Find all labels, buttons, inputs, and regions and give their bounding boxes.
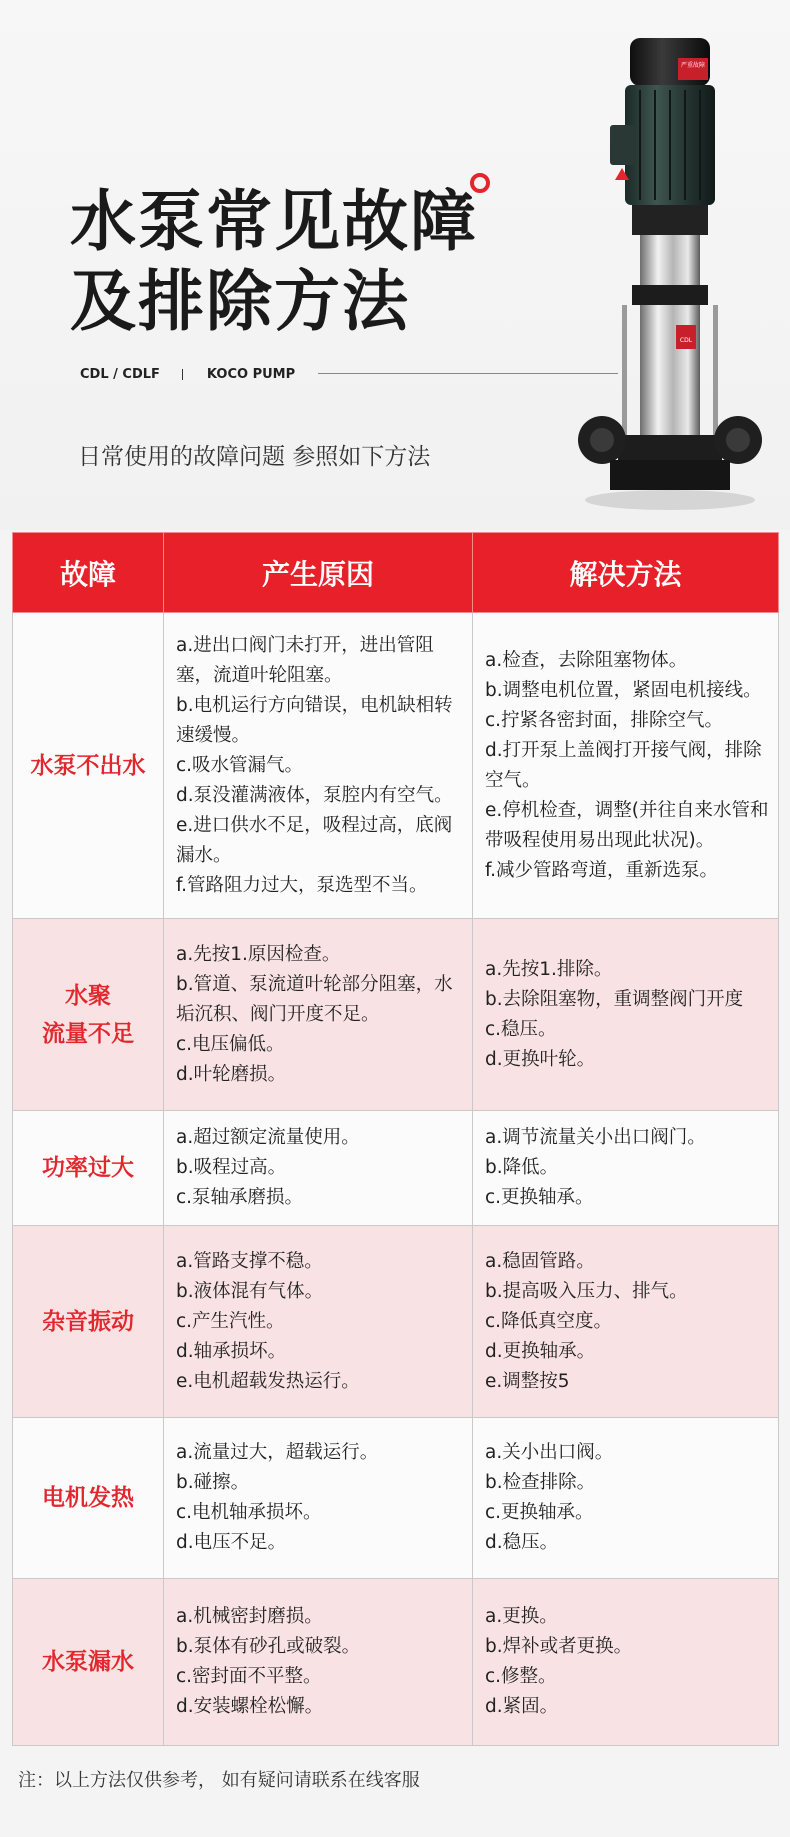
fault-table [12,532,779,1746]
cause-item: b.泵体有砂孔或破裂。 [176,1636,361,1657]
solution-item: d.稳压。 [485,1532,559,1553]
header-fault: 故障 [13,533,164,613]
cause-item: a.管路支撑不稳。 [176,1250,323,1272]
table-row [13,1579,779,1746]
solution-item: a.调节流量关小出口阀门。 [485,1127,706,1148]
subtitle: 日常使用的故障问题 参照如下方法 [78,444,431,470]
title-circle-icon [470,173,490,193]
brand-label: KOCO PUMP [206,366,296,382]
cause-item: b.电机运行方向错误，电机缺相转速缓慢。 [176,694,453,746]
fault-name: 功率过大 [13,1111,164,1226]
cause-item: c.电压偏低。 [176,1033,285,1055]
cause-cell [164,919,473,1111]
solution-cell [473,1111,779,1226]
solution-item: c.更换轴承。 [485,1187,594,1208]
table-row [13,613,779,919]
cause-item: a.流量过大，超载运行。 [176,1442,379,1463]
solution-item: c.拧紧各密封面，排除空气。 [485,709,724,731]
fault-name: 水聚 流量不足 [13,919,164,1111]
solution-cell [473,1226,779,1418]
fault-name: 水泵不出水 [13,613,164,919]
solution-item: d.更换轴承。 [485,1340,596,1362]
cause-cell [164,1579,473,1746]
cause-item: e.电机超载发热运行。 [176,1370,360,1392]
cause-item: c.产生汽性。 [176,1310,285,1332]
solution-item: a.先按1.排除。 [485,958,613,980]
solution-item: a.更换。 [485,1606,558,1627]
cause-item: d.电压不足。 [176,1532,287,1553]
solution-item: b.检查排除。 [485,1472,596,1493]
header-solution: 解决方法 [473,533,779,613]
solution-item: b.降低。 [485,1157,559,1178]
cause-item: e.进口供水不足，吸程过高，底阀漏水。 [176,814,453,866]
page-title-line2: 及排除方法 [70,263,410,340]
solution-item: b.调整电机位置，紧固电机接线。 [485,679,762,701]
footer-note: 注：以上方法仅供参考， 如有疑问请联系在线客服 [18,1770,420,1791]
brand-line [80,364,295,384]
solution-item: e.调整按5 [485,1370,570,1392]
cause-cell [164,1226,473,1418]
solution-cell [473,613,779,919]
solution-item: d.打开泵上盖阀打开接气阀，排除空气。 [485,739,762,791]
cause-cell [164,613,473,919]
solution-cell [473,1418,779,1579]
solution-item: a.稳固管路。 [485,1250,595,1272]
cause-item: c.密封面不平整。 [176,1666,322,1687]
solution-item: e.停机检查，调整(并往自来水管和带吸程使用易出现此状况)。 [485,799,769,851]
header-cause: 产生原因 [164,533,473,613]
cause-item: d.泵没灌满液体，泵腔内有空气。 [176,784,453,806]
cause-item: c.泵轴承磨损。 [176,1187,304,1208]
fault-name: 杂音振动 [13,1226,164,1418]
solution-item: d.紧固。 [485,1696,559,1717]
solution-item: b.提高吸入压力、排气。 [485,1280,688,1302]
table-header-row [13,533,779,613]
cause-item: f.管路阻力过大，泵选型不当。 [176,874,428,896]
solution-cell [473,1579,779,1746]
cause-cell [164,1111,473,1226]
solution-item: a.关小出口阀。 [485,1442,614,1463]
cause-item: b.液体混有气体。 [176,1280,324,1302]
solution-item: c.稳压。 [485,1018,557,1040]
fault-name: 电机发热 [13,1418,164,1579]
solution-item: b.焊补或者更换。 [485,1636,633,1657]
solution-item: d.更换叶轮。 [485,1048,596,1070]
cause-item: a.超过额定流量使用。 [176,1127,360,1148]
pump-label-top: 严重故障 [680,62,706,69]
table-row [13,1111,779,1226]
cause-item: a.进出口阀门未打开，进出管阻塞，流道叶轮阻塞。 [176,634,434,686]
cause-item: d.轴承损坏。 [176,1340,287,1362]
solution-item: c.修整。 [485,1666,557,1687]
cause-cell [164,1418,473,1579]
solution-item: c.降低真空度。 [485,1310,613,1332]
page-title-line1: 水泵常见故障 [70,183,478,260]
fault-name: 水泵漏水 [13,1579,164,1746]
solution-cell [473,919,779,1111]
hero-section [0,0,790,530]
pump-label-model: CDL [679,337,693,344]
solution-item: f.减少管路弯道，重新选泵。 [485,859,719,881]
solution-item: b.去除阻塞物，重调整阀门开度 [485,988,744,1010]
cause-item: b.管道、泵流道叶轮部分阻塞，水垢沉积、阀门开度不足。 [176,973,453,1025]
cause-item: d.叶轮磨损。 [176,1063,287,1085]
solution-item: c.更换轴承。 [485,1502,594,1523]
table-row [13,1418,779,1579]
cause-item: a.先按1.原因检查。 [176,943,341,965]
pump-product-image [570,30,770,525]
cause-item: b.碰擦。 [176,1472,250,1493]
cause-item: c.吸水管漏气。 [176,754,304,776]
solution-item: a.检查，去除阻塞物体。 [485,649,688,671]
table-row [13,1226,779,1418]
cause-item: c.电机轴承损坏。 [176,1502,322,1523]
cause-item: b.吸程过高。 [176,1157,287,1178]
model-label: CDL / CDLF [80,366,160,382]
cause-item: a.机械密封磨损。 [176,1606,323,1627]
cause-item: d.安装螺栓松懈。 [176,1696,324,1717]
brand-divider [182,369,183,380]
table-row [13,919,779,1111]
